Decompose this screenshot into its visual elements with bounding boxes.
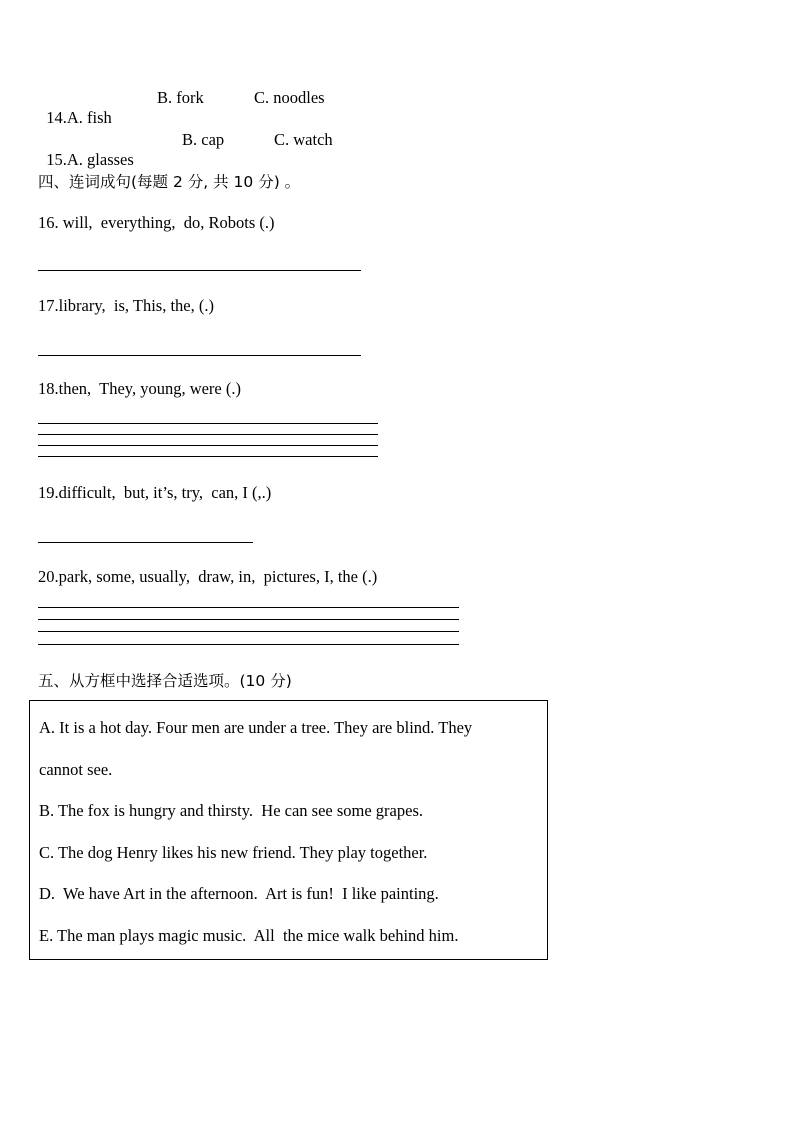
answer-line[interactable] [38, 619, 459, 620]
answer-line[interactable] [38, 542, 253, 543]
question-number: 14. [46, 108, 67, 127]
option-d: D. We have Art in the afternoon. Art is fun! I like painting. [39, 884, 439, 903]
section-4-heading: 四、连词成句(每题 2 分, 共 10 分) 。 [38, 173, 301, 191]
options-box [29, 700, 548, 960]
answer-line[interactable] [38, 456, 378, 457]
answer-line[interactable] [38, 607, 459, 608]
answer-line[interactable] [38, 644, 459, 645]
question-14-option-b: B. fork [157, 88, 204, 107]
question-15-option-c: C. watch [274, 130, 333, 149]
option-a-line-1: A. It is a hot day. Four men are under a tree. They are blind. They [39, 718, 473, 737]
option-e: E. The man plays magic music. All the mice walk behind him. [39, 926, 459, 945]
option-b: B. The fox is hungry and thirsty. He can see some grapes. [39, 801, 423, 820]
question-16: 16. will, everything, do, Robots (.) [38, 213, 275, 232]
question-14 [38, 88, 112, 128]
option-a-line-2: cannot see. [39, 760, 113, 779]
answer-line[interactable] [38, 434, 378, 435]
question-20: 20.park, some, usually, draw, in, pictures, I, the (.) [38, 567, 378, 586]
answer-line[interactable] [38, 445, 378, 446]
answer-line[interactable] [38, 355, 361, 356]
question-17: 17.library, is, This, the, (.) [38, 296, 214, 315]
question-19: 19.difficult, but, it’s, try, can, I (,.) [38, 483, 272, 502]
answer-line[interactable] [38, 423, 378, 424]
question-15 [38, 130, 134, 170]
answer-line[interactable] [38, 631, 459, 632]
option-a: A. fish [66, 108, 112, 127]
answer-line[interactable] [38, 270, 361, 271]
option-a: A. glasses [66, 150, 134, 169]
question-15-option-b: B. cap [182, 130, 225, 149]
question-14-option-c: C. noodles [254, 88, 325, 107]
question-number: 15. [46, 150, 67, 169]
question-18: 18.then, They, young, were (.) [38, 379, 241, 398]
option-c: C. The dog Henry likes his new friend. They play together. [39, 843, 428, 862]
section-5-heading: 五、从方框中选择合适选项。(10 分) [38, 672, 292, 690]
